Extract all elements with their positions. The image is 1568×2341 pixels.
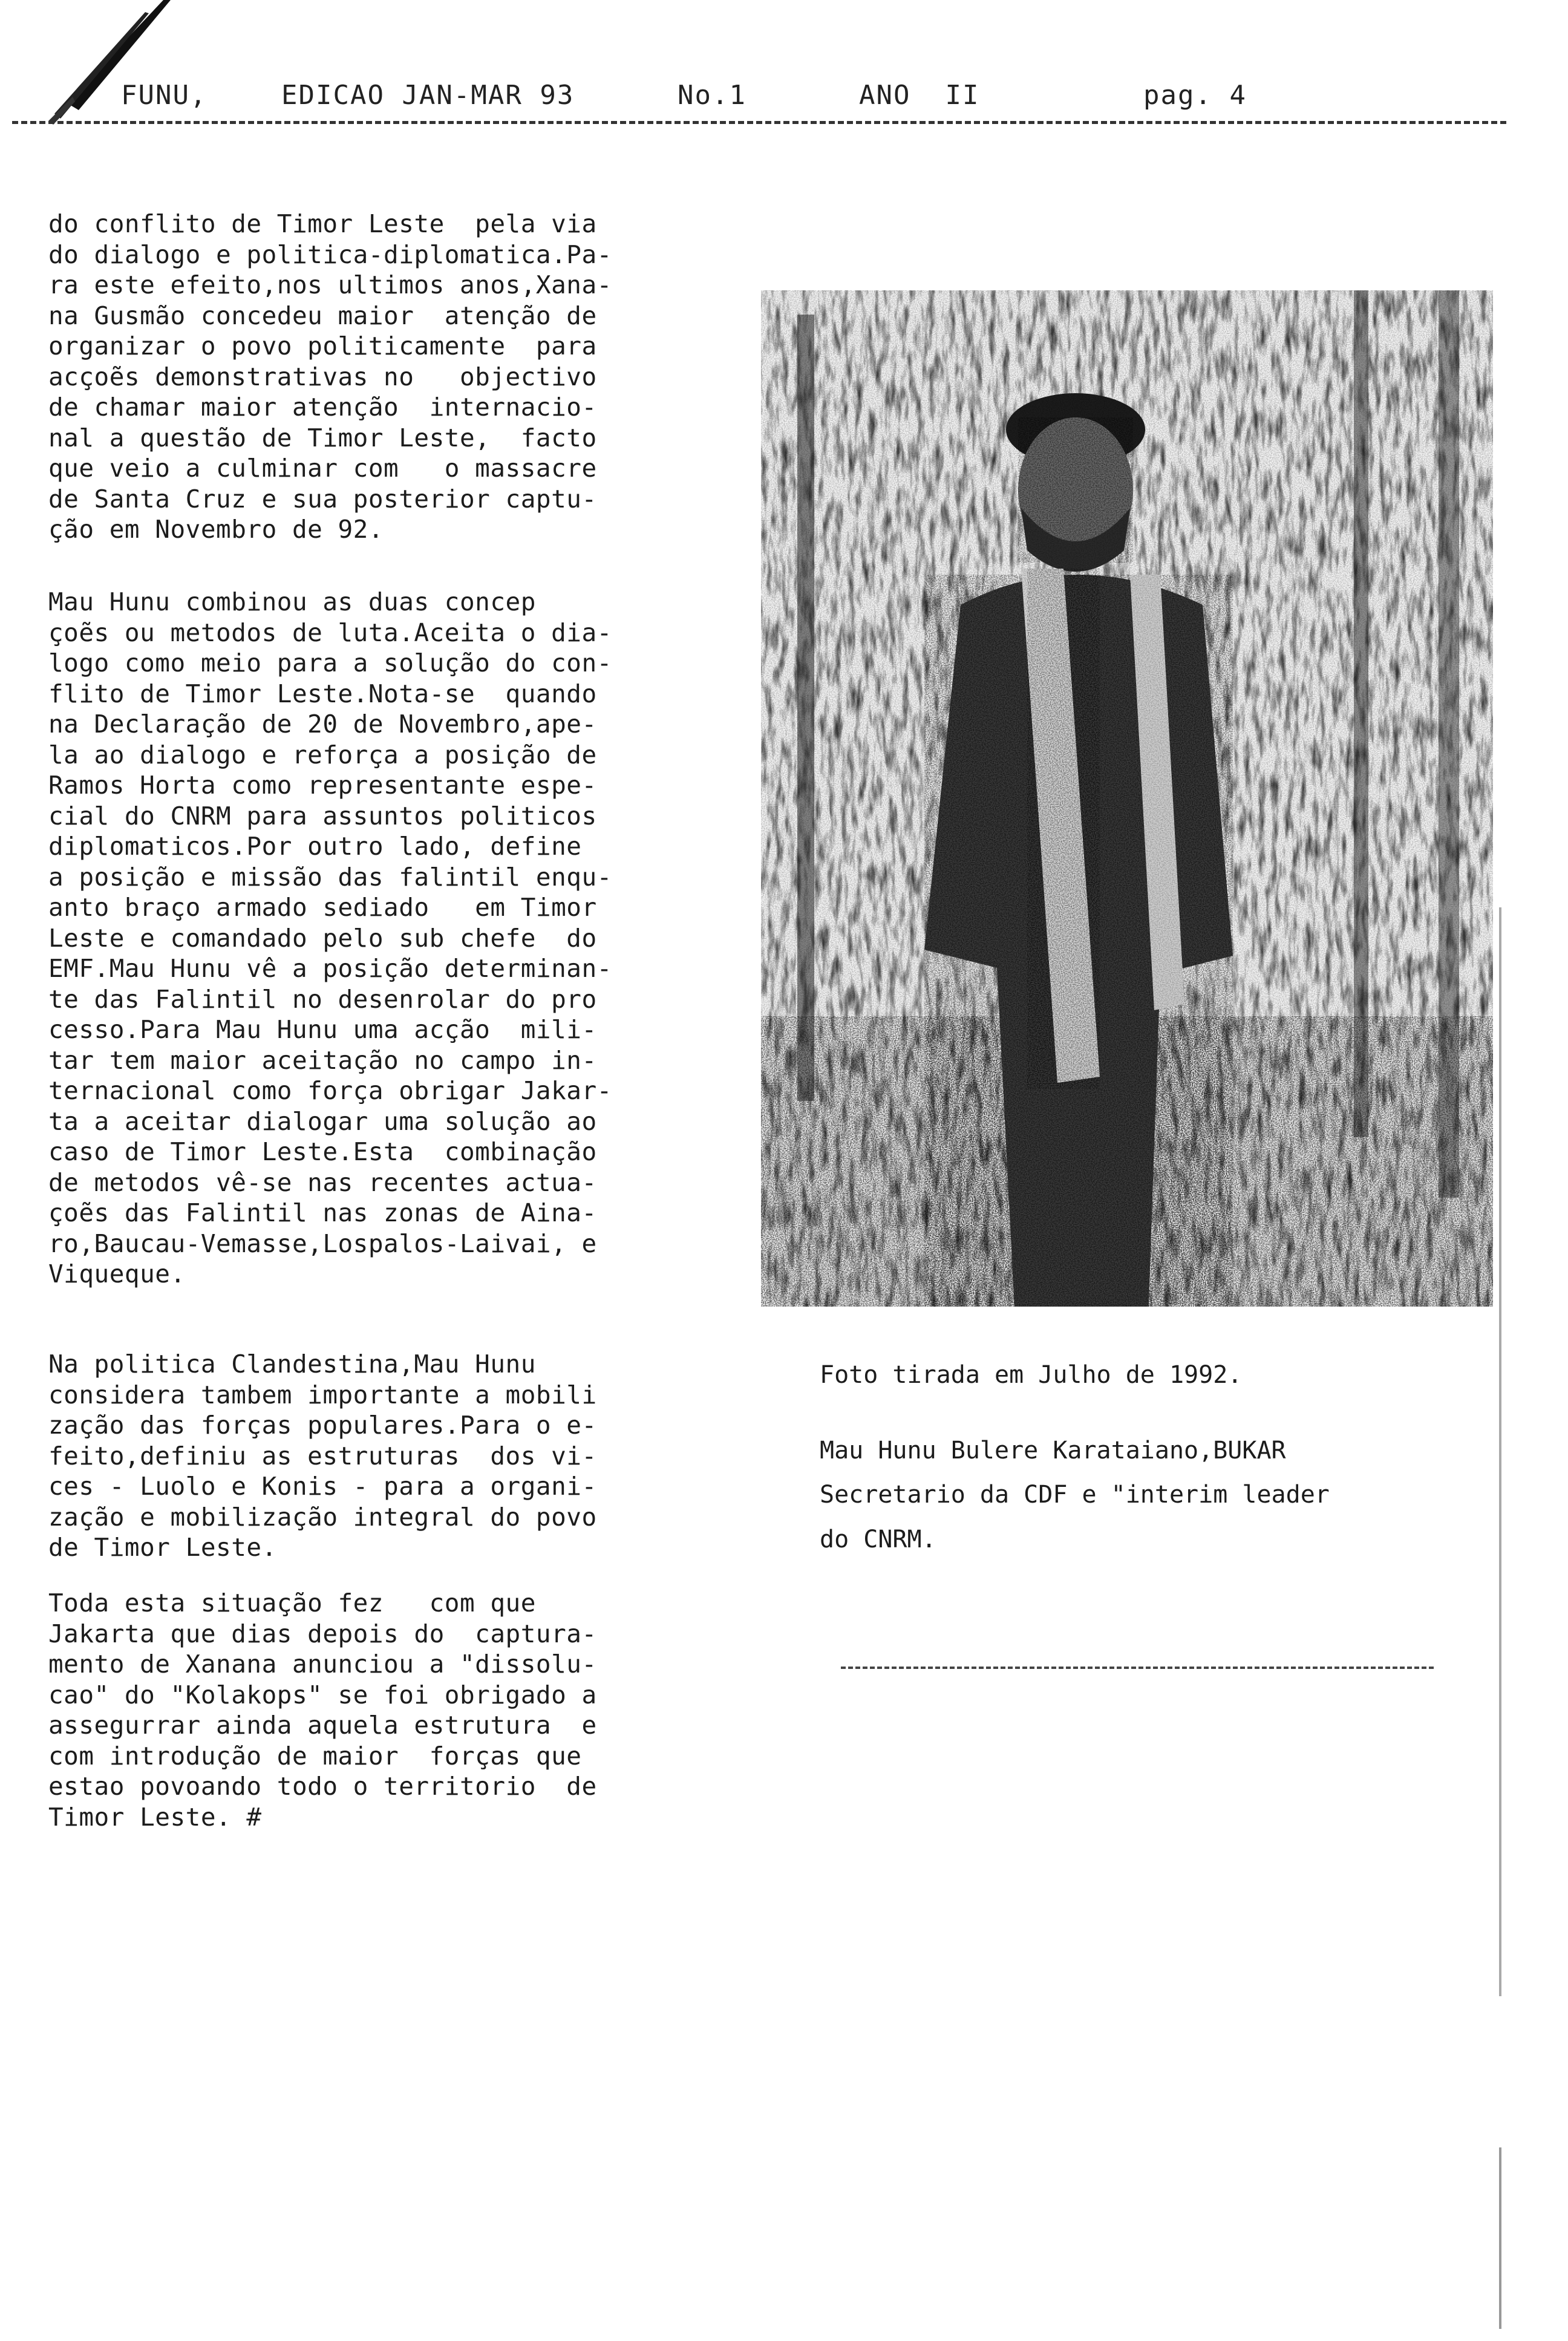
text-line: ção em Novembro de 92.	[48, 515, 384, 544]
text-line: de chamar maior atenção internacio-	[48, 393, 597, 422]
text-line: organizar o povo politicamente para	[48, 331, 597, 361]
text-line: Mau Hunu combinou as duas concep	[48, 587, 536, 616]
text-line: Na politica Clandestina,Mau Hunu	[48, 1350, 536, 1379]
text-line: ro,Baucau-Vemasse,Lospalos-Laivai, e	[48, 1229, 597, 1258]
text-line: na Declaração de 20 de Novembro,ape-	[48, 710, 597, 739]
issue-number: No.1	[678, 80, 746, 111]
text-line: do conflito de Timor Leste pela via	[48, 209, 597, 238]
scan-edge-mark	[1499, 907, 1501, 1996]
page-header	[121, 80, 1512, 116]
text-line: la ao dialogo e reforça a posição de	[48, 740, 597, 769]
text-line: que veio a culminar com o massacre	[48, 454, 597, 483]
text-line: çoẽs ou metodos de luta.Aceita o dia-	[48, 618, 612, 647]
text-line: Jakarta que dias depois do captura-	[48, 1619, 597, 1648]
text-line: do dialogo e politica-diplomatica.Pa-	[48, 240, 612, 269]
year-label: ANO II	[859, 80, 980, 111]
text-line: cial do CNRM para assuntos politicos	[48, 801, 597, 831]
text-line: ta a aceitar dialogar uma solução ao	[48, 1106, 597, 1136]
text-line: cao" do "Kolakops" se foi obrigado a	[48, 1680, 597, 1709]
text-line: tar tem maior aceitação no campo in-	[48, 1045, 597, 1075]
text-line: Timor Leste. #	[48, 1802, 262, 1832]
text-line: caso de Timor Leste.Esta combinação	[48, 1137, 597, 1166]
text-line: anto braço armado sediado em Timor	[48, 893, 597, 922]
page-number: pag. 4	[1143, 80, 1247, 111]
text-line: ternacional como força obrigar Jakar-	[48, 1076, 612, 1105]
photo-caption-date: Foto tirada em Julho de 1992.	[820, 1361, 1243, 1389]
text-line: ra este efeito,nos ultimos anos,Xana-	[48, 270, 612, 299]
publication-name: FUNU,	[121, 80, 207, 111]
paragraph-2	[48, 587, 702, 1290]
text-line: zação e mobilização integral do povo	[48, 1502, 597, 1532]
text-line: nal a questão de Timor Leste, facto	[48, 423, 597, 452]
edition-label: EDICAO JAN-MAR 93	[281, 80, 575, 111]
text-line: ces - Luolo e Konis - para a organi-	[48, 1472, 597, 1501]
text-line: logo como meio para a solução do con-	[48, 648, 612, 677]
text-line: na Gusmão concedeu maior atenção de	[48, 301, 597, 330]
text-line: a posição e missão das falintil enqu-	[48, 862, 612, 892]
text-line: Toda esta situação fez com que	[48, 1588, 536, 1618]
text-line: Ramos Horta como representante espe-	[48, 771, 597, 800]
text-line: assegurrar ainda aquela estrutura e	[48, 1711, 597, 1740]
text-line: cesso.Para Mau Hunu uma acção mili-	[48, 1015, 597, 1044]
text-line: Viqueque.	[48, 1259, 186, 1288]
header-rule	[12, 121, 1506, 124]
scan-edge-mark	[1499, 2147, 1501, 2329]
text-line: feito,definiu as estruturas dos vi-	[48, 1441, 597, 1471]
text-line: çoẽs das Falintil nas zonas de Aina-	[48, 1198, 597, 1227]
text-line: flito de Timor Leste.Nota-se quando	[48, 679, 597, 708]
text-line: EMF.Mau Hunu vê a posição determinan-	[48, 954, 612, 983]
text-line: diplomaticos.Por outro lado, define	[48, 832, 582, 861]
text-line: com introdução de maior forças que	[48, 1741, 582, 1771]
paragraph-3	[48, 1349, 702, 1563]
text-line: de metodos vê-se nas recentes actua-	[48, 1167, 597, 1197]
text-line: de Santa Cruz e sua posterior captu-	[48, 484, 597, 514]
text-line: de Timor Leste.	[48, 1533, 277, 1562]
text-line: mento de Xanana anunciou a "dissolu-	[48, 1650, 597, 1679]
text-line: estao povoando todo o territorio de	[48, 1772, 597, 1801]
caption-rule	[841, 1667, 1434, 1669]
text-line: considera tambem importante a mobili	[48, 1380, 597, 1409]
text-line: acçoẽs demonstrativas no objectivo	[48, 362, 597, 391]
text-line: Leste e comandado pelo sub chefe do	[48, 923, 597, 953]
text-line: zação das forças populares.Para o e-	[48, 1411, 597, 1440]
photo-caption-role: Secretario da CDF e "interim leader	[820, 1481, 1330, 1509]
text-line: te das Falintil no desenrolar do pro	[48, 984, 597, 1014]
paragraph-4	[48, 1588, 702, 1832]
paragraph-1	[48, 209, 702, 545]
photo-caption-name: Mau Hunu Bulere Karataiano,BUKAR	[820, 1437, 1286, 1464]
photo-caption-org: do CNRM.	[820, 1526, 936, 1553]
portrait-photo	[761, 290, 1493, 1307]
